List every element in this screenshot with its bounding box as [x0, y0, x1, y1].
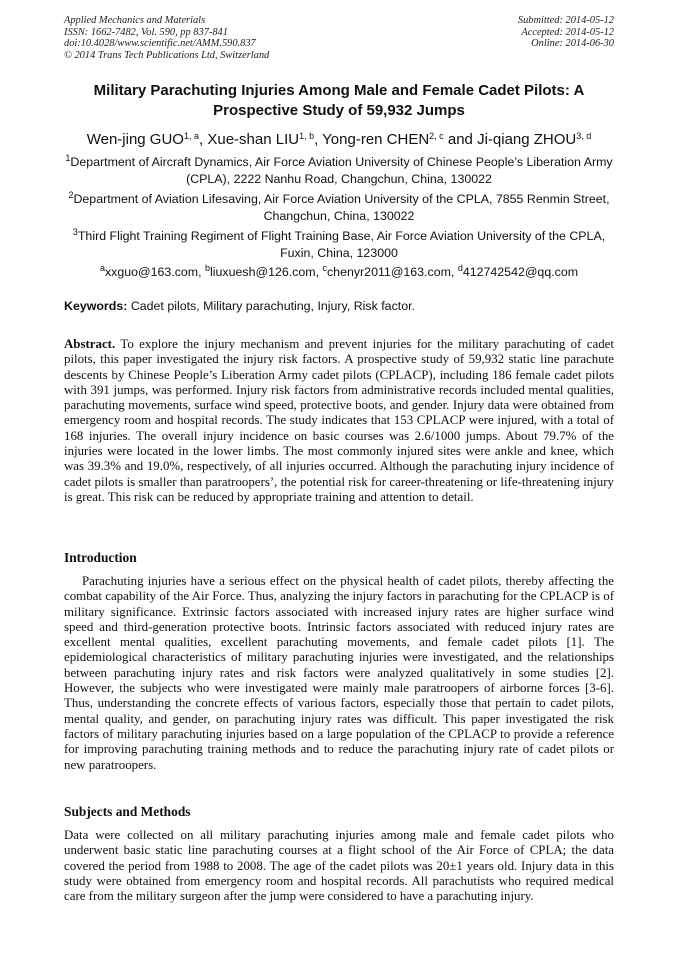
author-marker: 1, a — [183, 131, 199, 141]
methods-text: Data were collected on all military parachuting injuries among male and female cadet pilots who underwent basic static line parachuting courses at a flight school of the Air Force of CPLA; the data covered the period from 1988 to 2008. The age of the cadet pilots was 20±1 years old. Injury data in this study were obtained from emergency room and hospital records. All parachutists who required medical care from the military surgeon after the jump were considered to have a parachuting injury. — [64, 828, 614, 904]
affiliation-marker: 2 — [68, 190, 74, 200]
author-marker: 1, b — [299, 131, 315, 141]
author-separator: , — [314, 131, 323, 148]
author-name: Yong-ren CHEN — [322, 131, 430, 148]
author-separator: , — [199, 131, 208, 148]
email-link[interactable]: xxguo@163.com — [104, 265, 199, 279]
affiliation-marker: 3 — [72, 227, 78, 237]
author-separator: and — [443, 131, 478, 148]
email-link[interactable]: 412742542@qq.com — [462, 265, 579, 279]
introduction-heading: Introduction — [64, 550, 137, 565]
email-marker: b — [205, 263, 211, 273]
accepted-date: Accepted: 2014-05-12 — [521, 26, 614, 38]
methods-heading: Subjects and Methods — [64, 804, 191, 819]
author-name: Wen-jing GUO — [86, 131, 184, 148]
journal-doi: doi:10.4028/www.scientific.net/AMM.590.837 — [64, 38, 256, 50]
affiliation-3 — [64, 228, 614, 262]
submitted-date: Submitted: 2014-05-12 — [517, 15, 614, 26]
introduction-text: Parachuting injuries have a serious effect on the physical health of cadet pilots, thereby affecting the combat capability of the Air Force. Thus, analyzing the injury factors in parachuting for the CPLACP is of military significance. Extrinsic factors associated with increased injury rates are higher surface wind speed and third-generation protective boots. Intrinsic factors associated with reduced injury rates are excellent mental qualities, excellent parachuting movements, and female cadet pilots [1]. The epidemiological characteristics of military parachuting injuries were investigated, and the relationships between parachuting injury rates and risk factors were analyzed qualitatively in some studies [2]. However, the subjects who were investigated were mainly male paratroopers of airborne forces [3-6]. Thus, understanding the concrete effects of various factors, especially those that pertain to cadet pilots, mental quality, and gender, on parachuting injury rates was difficult. This paper investigated the risk factors of military parachuting injuries based on a large population of the CPLACP to provide a reference for improving parachuting training methods and to reduce the parachuting injury rate of cadet pilots or new paratroopers. — [64, 574, 614, 772]
email-link[interactable]: liuxuesh@126.com — [210, 265, 316, 279]
journal-copyright: © 2014 Trans Tech Publications Ltd, Switzerland — [64, 49, 270, 61]
affiliation-text: Department of Aviation Lifesaving, Air Force Aviation University of the CPLA, 7855 Renmin Street, Changchun, China, 130022 — [73, 192, 610, 223]
author-name: Ji-qiang ZHOU — [477, 131, 577, 148]
affiliation-text: Department of Aircraft Dynamics, Air Force Aviation University of Chinese People’s Liberation Army (CPLA), 2222 Nanhu Road, Changchun, China, 130022 — [70, 155, 613, 186]
paper-title: Military Parachuting Injuries Among Male and Female Cadet Pilots: A Prospective Study of 59,932 Jumps — [93, 82, 585, 119]
affiliation-1 — [64, 154, 614, 188]
online-date: Online: 2014-06-30 — [531, 38, 614, 50]
journal-issn: ISSN: 1662-7482, Vol. 590, pp 837-841 — [64, 26, 228, 38]
author-marker: 3, d — [576, 131, 592, 141]
keywords — [64, 298, 614, 315]
abstract — [64, 337, 614, 505]
affiliation-text: Third Flight Training Regiment of Flight Training Base, Air Force Aviation University of the CPLA, Fuxin, China, 123000 — [77, 229, 606, 260]
email-marker: c — [322, 263, 327, 273]
email-marker: a — [99, 263, 105, 273]
keywords-label: Keywords: — [64, 299, 128, 313]
abstract-label: Abstract. — [64, 337, 116, 351]
email-link[interactable]: chenyr2011@163.com — [326, 265, 451, 279]
submission-dates — [518, 15, 614, 50]
journal-name: Applied Mechanics and Materials — [64, 15, 206, 26]
author-name: Xue-shan LIU — [207, 131, 300, 148]
author-list — [40, 130, 638, 150]
journal-info — [64, 15, 269, 61]
keywords-text: Cadet pilots, Military parachuting, Injury, Risk factor. — [130, 299, 415, 313]
email-marker: d — [457, 263, 463, 273]
affiliation-marker: 1 — [65, 153, 71, 163]
author-marker: 2, c — [429, 131, 444, 141]
abstract-text: To explore the injury mechanism and prevent injuries for the military parachuting of cadet pilots, this paper investigated the injury risk factors. A prospective study of 59,932 static line parachute descents by Chinese People’s Liberation Army cadet pilots (CPLACP), including 186 female cadet pilots with 391 jumps, was performed. Injury risk factors from administrative records included mental qualities, parachuting movements, surface wind speed, protective boots, and gender. Injury data were obtained from emergency room and hospital records. The study indicates that 153 CPLACP were injured, with a total of 168 injuries. The overall injury incidence on basic courses was 2.6/1000 jumps. About 79.7% of the injuries were located in the lower limbs. The most commonly injured sites were ankle and knee, which was 39.3% and 19.0%, respectively, of all injuries occurred. Although the parachuting injury incidence of cadet pilots is smaller than paratroopers’, the potential risk for career-threatening or life-threatening injury is great. This risk can be reduced by appropriate training and attention to detail. — [64, 337, 614, 504]
affiliation-2 — [64, 191, 614, 225]
author-emails: $^a$xxguo@163.com, $^b$liuxuesh@126.com, $^c$chenyr2011@163.com, $^d$412742542@qq.com — [99, 263, 579, 279]
